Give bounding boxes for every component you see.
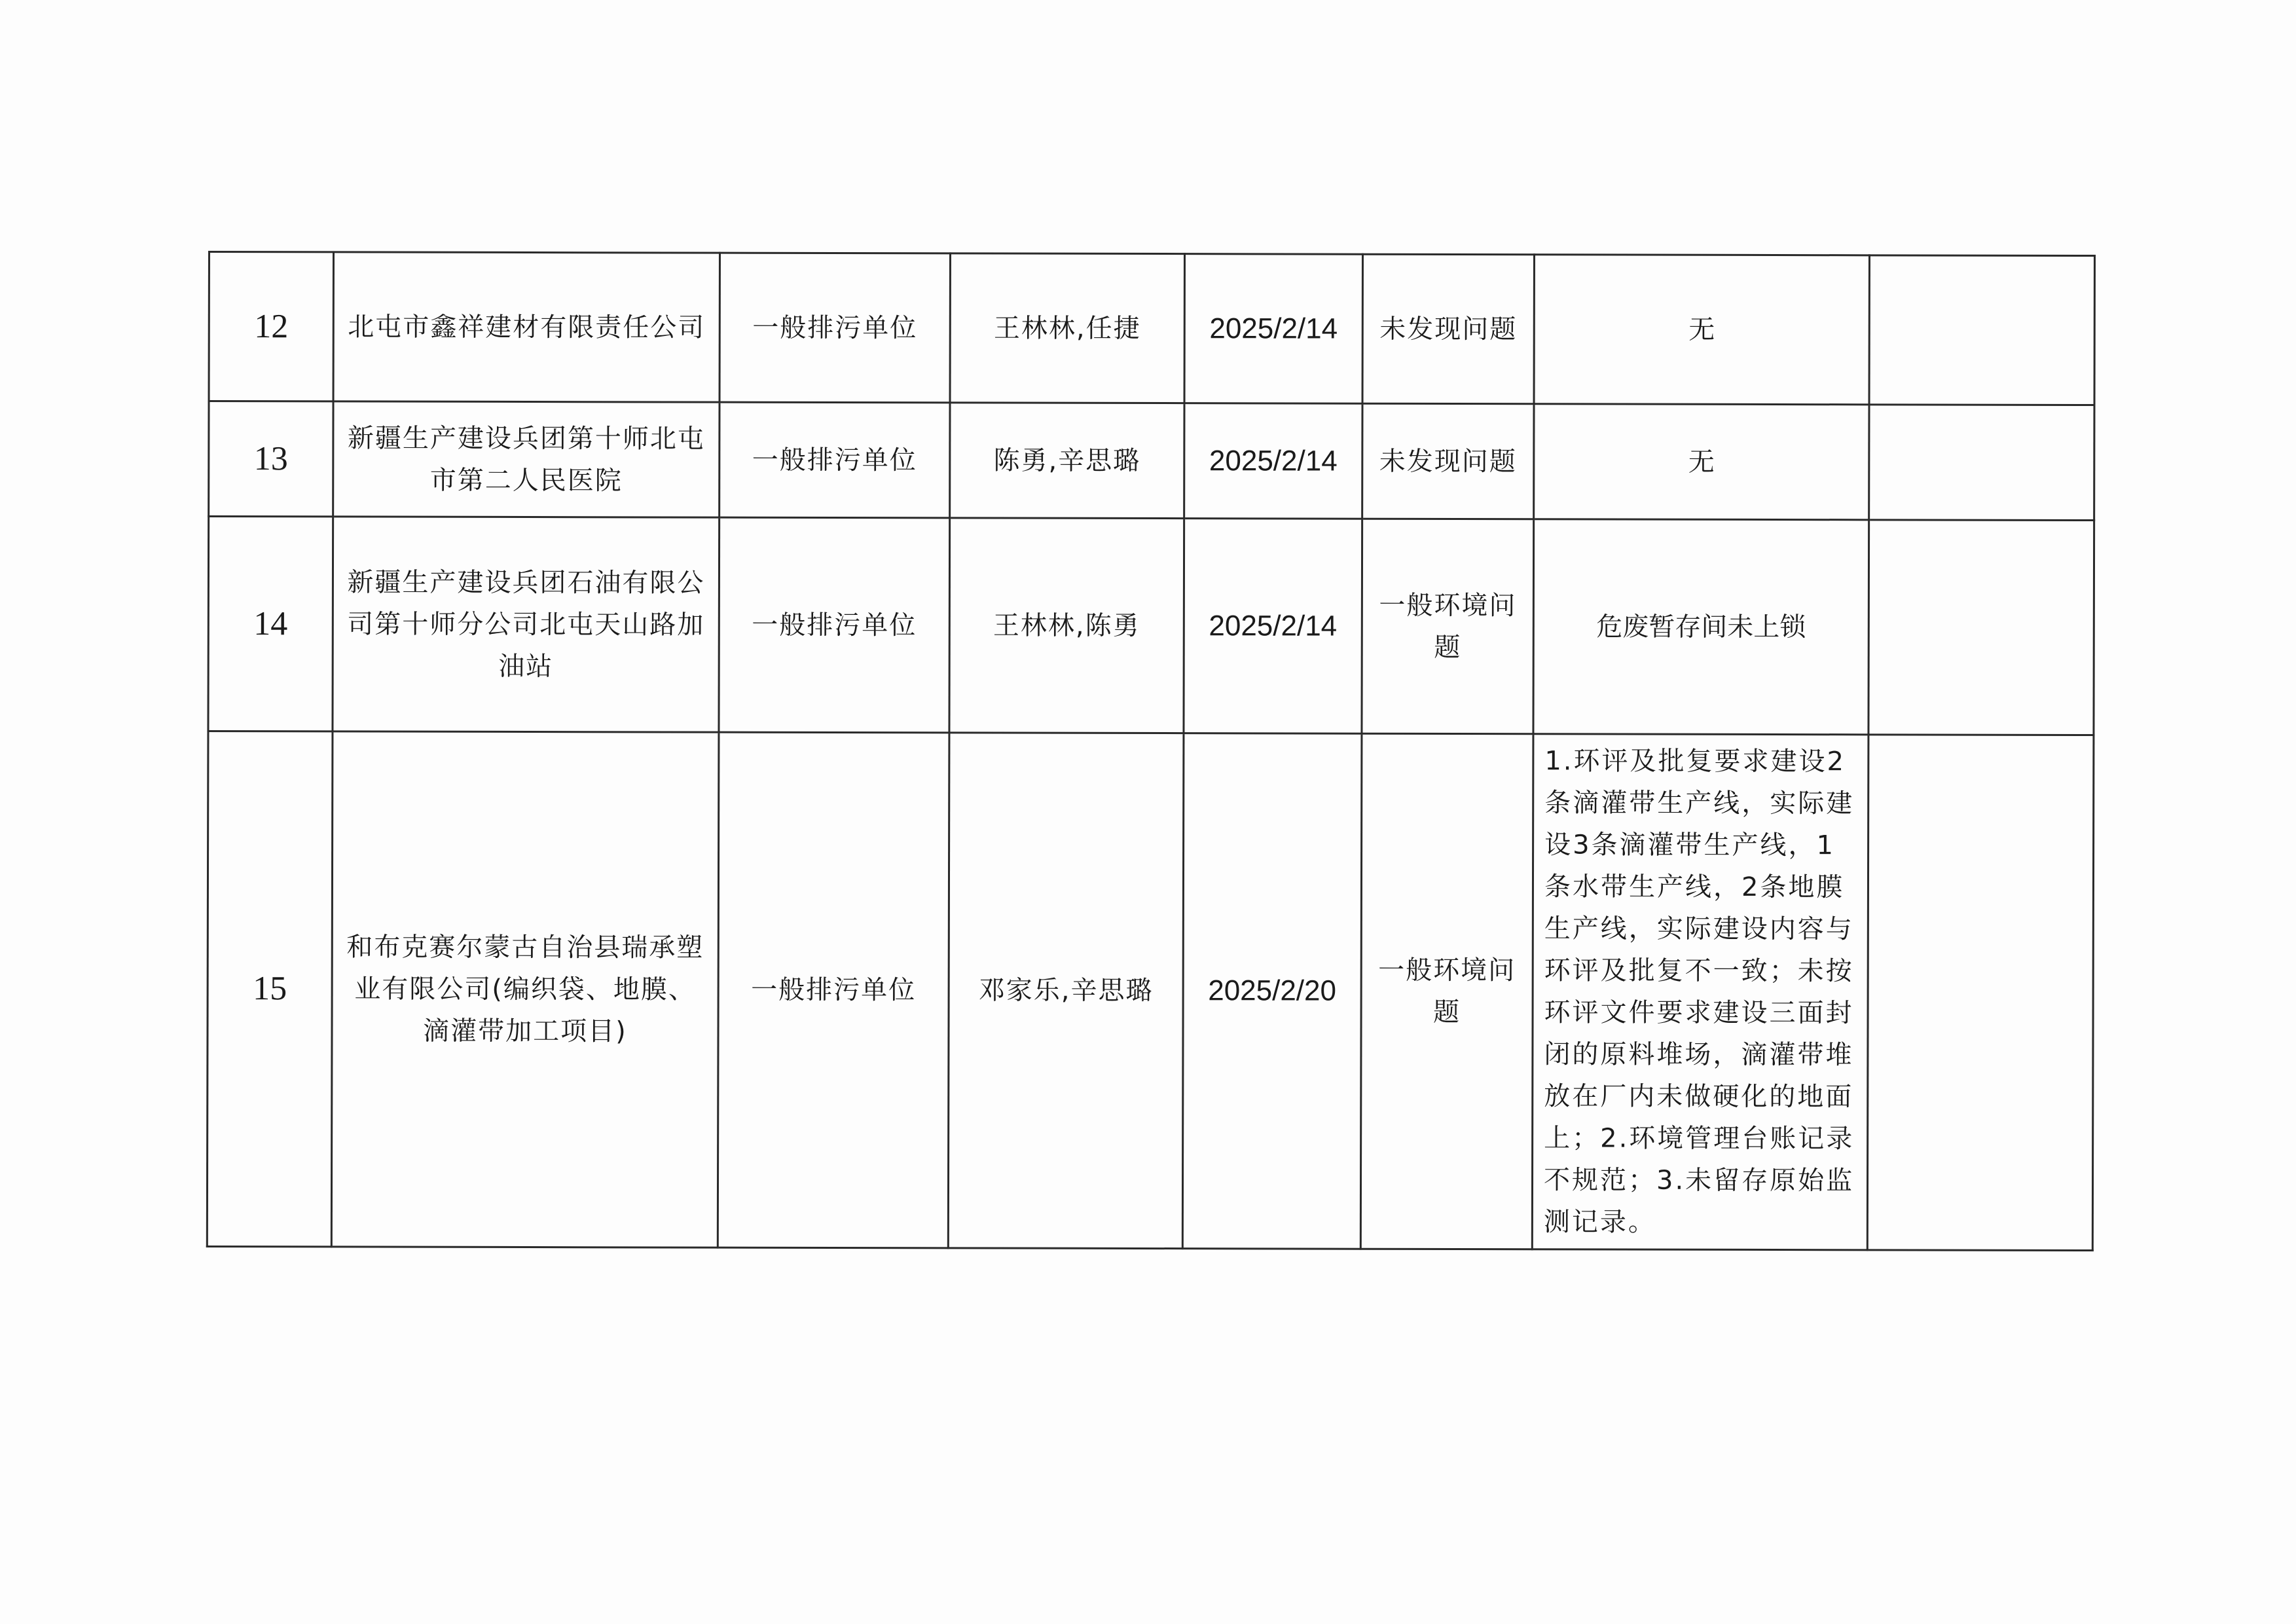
inspection-date-cell: 2025/2/14 bbox=[1184, 254, 1362, 404]
remark-cell bbox=[1867, 735, 2094, 1251]
result-cell: 未发现问题 bbox=[1362, 403, 1534, 519]
table-row bbox=[207, 731, 2094, 1251]
problem-cell: 危废暂存间未上锁 bbox=[1533, 519, 1869, 735]
remark-cell bbox=[1868, 520, 2094, 735]
unit-type-cell: 一般排污单位 bbox=[718, 732, 949, 1248]
inspectors-cell: 王林林,陈勇 bbox=[949, 518, 1184, 733]
inspectors-cell: 邓家乐,辛思璐 bbox=[948, 733, 1184, 1249]
result-cell: 一般环境问题 bbox=[1360, 733, 1533, 1249]
row-number-cell: 12 bbox=[209, 252, 333, 401]
remark-cell bbox=[1869, 255, 2094, 405]
unit-type-cell: 一般排污单位 bbox=[720, 402, 950, 518]
unit-name-cell: 北屯市鑫祥建材有限责任公司 bbox=[333, 252, 720, 402]
unit-name-cell: 新疆生产建设兵团石油有限公司第十师分公司北屯天山路加油站 bbox=[333, 517, 720, 732]
inspection-date-cell: 2025/2/14 bbox=[1184, 519, 1362, 734]
unit-type-cell: 一般排污单位 bbox=[719, 517, 950, 733]
row-number-cell: 15 bbox=[207, 731, 333, 1247]
problem-cell: 无 bbox=[1534, 404, 1869, 520]
row-number-cell: 14 bbox=[208, 517, 333, 731]
unit-name-cell: 和布克赛尔蒙古自治县瑞承塑业有限公司(编织袋、地膜、滴灌带加工项目) bbox=[331, 731, 719, 1247]
inspection-date-cell: 2025/2/20 bbox=[1182, 733, 1362, 1249]
row-number-cell: 13 bbox=[209, 401, 333, 517]
inspectors-cell: 王林林,任捷 bbox=[950, 253, 1184, 403]
problem-cell: 无 bbox=[1534, 255, 1869, 405]
inspection-date-cell: 2025/2/14 bbox=[1184, 403, 1362, 519]
result-cell: 一般环境问题 bbox=[1362, 519, 1534, 734]
table-row bbox=[209, 252, 2094, 405]
table-row bbox=[208, 517, 2094, 735]
remark-cell bbox=[1869, 405, 2094, 521]
unit-name-cell: 新疆生产建设兵团第十师北屯市第二人民医院 bbox=[333, 401, 720, 517]
problem-cell: 1.环评及批复要求建设2条滴灌带生产线，实际建设3条滴灌带生产线，1条水带生产线，2条地膜生产线，实际建设内容与环评及批复不一致；未按环评文件要求建设三面封闭的原料堆场，滴灌带堆放在厂内未做硬化的地面上；2.环境管理台账记录不规范；3.未留存原始监测记录。 bbox=[1532, 734, 1868, 1250]
unit-type-cell: 一般排污单位 bbox=[720, 253, 950, 403]
table-row bbox=[209, 401, 2094, 521]
result-cell: 未发现问题 bbox=[1362, 254, 1534, 404]
inspection-table bbox=[206, 251, 2096, 1251]
inspectors-cell: 陈勇,辛思璐 bbox=[950, 403, 1184, 519]
